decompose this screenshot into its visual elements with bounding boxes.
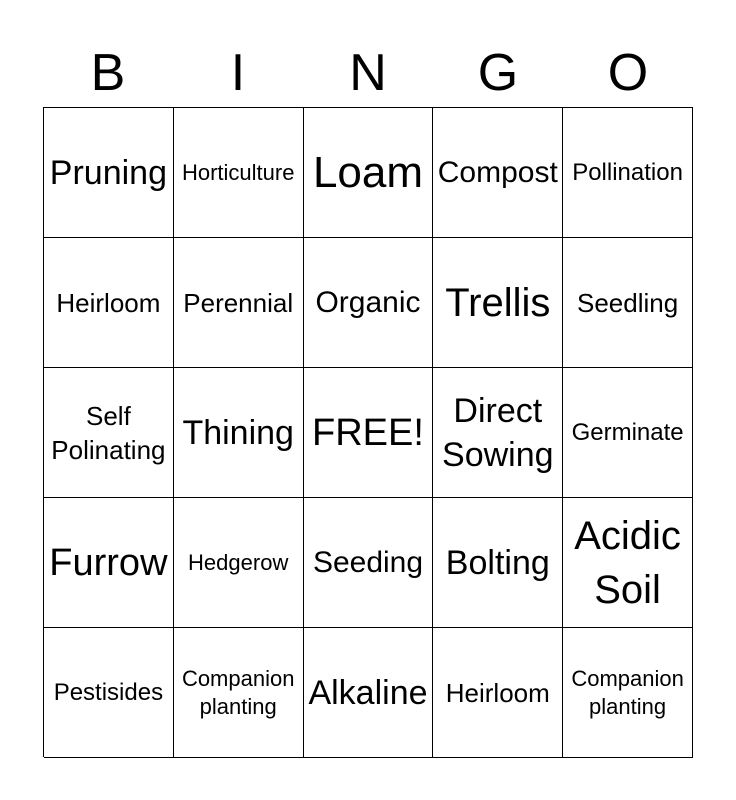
bingo-cell[interactable]: [563, 238, 693, 368]
free-space-cell[interactable]: [304, 368, 434, 498]
bingo-cell[interactable]: [174, 238, 304, 368]
board-row: [44, 238, 693, 368]
cell-label: Heirloom: [56, 287, 161, 318]
cell-label: Compost: [437, 155, 558, 189]
cell-label: Seeding: [312, 545, 424, 579]
header-letter-i: I: [230, 44, 246, 102]
bingo-cell[interactable]: [44, 628, 174, 758]
bingo-cell[interactable]: [44, 368, 174, 498]
bingo-cell[interactable]: [304, 628, 434, 758]
header-letter-o: O: [607, 44, 649, 102]
cell-label: Companion planting: [571, 665, 684, 719]
cell-label: Pruning: [49, 153, 167, 192]
board-row: [44, 628, 693, 758]
bingo-cell[interactable]: [433, 108, 563, 238]
cell-label: Germinate: [571, 418, 684, 446]
cell-label: Trellis: [445, 280, 551, 325]
bingo-cell[interactable]: [563, 108, 693, 238]
cell-label: Hedgerow: [188, 549, 289, 575]
cell-label: Perennial: [183, 287, 294, 318]
bingo-cell[interactable]: [563, 368, 693, 498]
bingo-cell[interactable]: [44, 498, 174, 628]
bingo-board: [43, 107, 693, 757]
cell-label: Bolting: [445, 543, 550, 582]
cell-label: Direct Sowing: [442, 391, 554, 474]
bingo-cell[interactable]: [304, 498, 434, 628]
bingo-cell[interactable]: [433, 238, 563, 368]
cell-label: Alkaline: [308, 673, 428, 712]
cell-label: Pestisides: [53, 678, 164, 706]
header-letter-n: N: [349, 44, 387, 102]
bingo-cell[interactable]: [174, 628, 304, 758]
cell-label: Heirloom: [445, 677, 550, 708]
bingo-cell[interactable]: [174, 498, 304, 628]
bingo-header: [43, 40, 693, 106]
cell-label: Thining: [182, 413, 294, 452]
header-letter-b: B: [90, 44, 126, 102]
header-letter-g: G: [477, 44, 519, 102]
bingo-cell[interactable]: [304, 108, 434, 238]
bingo-cell[interactable]: [174, 368, 304, 498]
cell-label: Loam: [312, 147, 424, 197]
cell-label: Pollination: [572, 158, 683, 186]
cell-label: Seedling: [576, 287, 679, 318]
cell-label: Acidic Soil: [574, 513, 681, 612]
bingo-cell[interactable]: [44, 108, 174, 238]
board-row: [44, 108, 693, 238]
board-row: [44, 498, 693, 628]
cell-label: Companion planting: [181, 665, 295, 719]
bingo-cell[interactable]: [44, 238, 174, 368]
bingo-cell[interactable]: [304, 238, 434, 368]
board-row: [44, 368, 693, 498]
cell-label: Furrow: [49, 541, 168, 584]
bingo-cell[interactable]: [563, 628, 693, 758]
bingo-cell[interactable]: [433, 368, 563, 498]
bingo-cell[interactable]: [174, 108, 304, 238]
cell-label: Self Polinating: [51, 400, 166, 465]
cell-label: Organic: [315, 285, 421, 319]
bingo-cell[interactable]: [433, 628, 563, 758]
cell-label: Horticulture: [181, 159, 295, 185]
free-space-label: FREE!: [312, 411, 424, 454]
bingo-cell[interactable]: [433, 498, 563, 628]
bingo-cell[interactable]: [563, 498, 693, 628]
